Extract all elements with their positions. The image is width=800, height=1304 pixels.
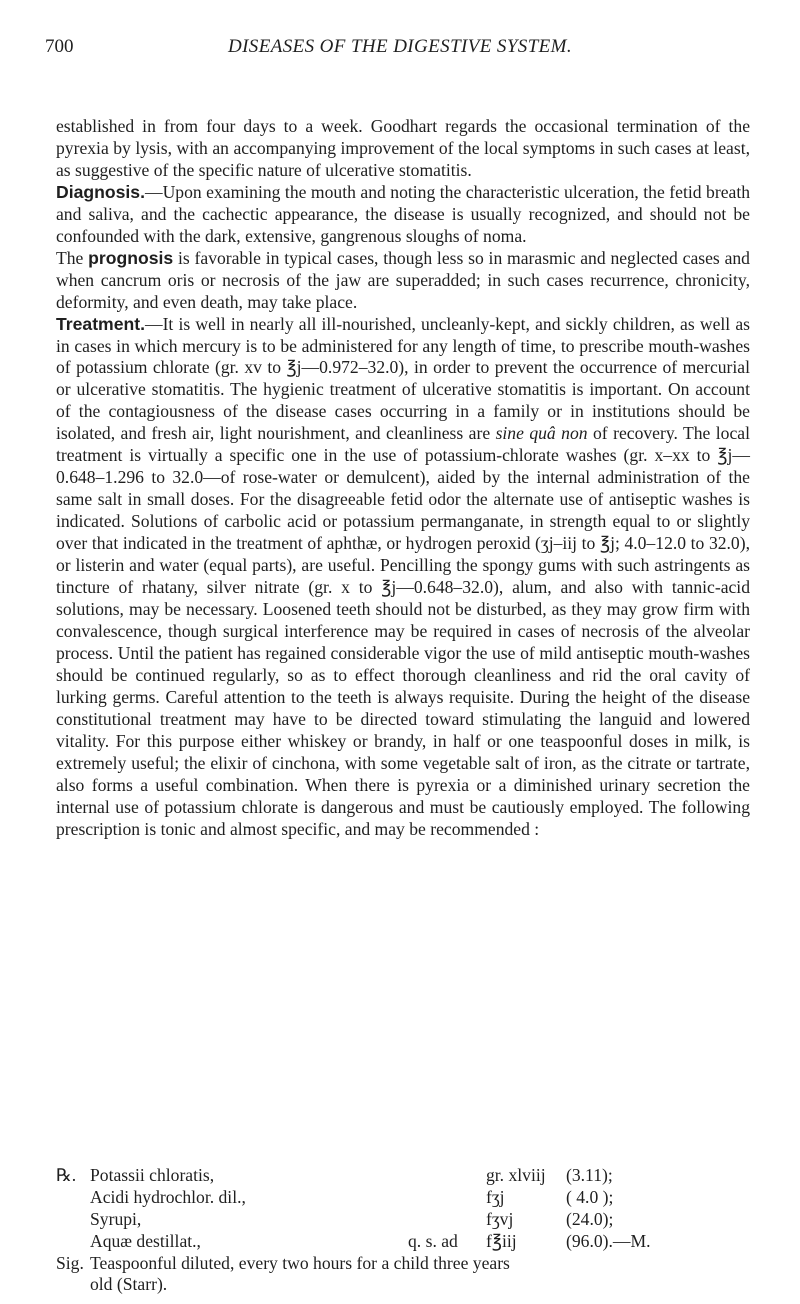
ingredient-metric: (96.0).—M. — [566, 1230, 651, 1251]
ingredient-name: Syrupi, — [90, 1208, 142, 1229]
body-text — [56, 116, 750, 840]
running-head: DISEASES OF THE DIGESTIVE SYSTEM. — [227, 36, 573, 57]
prescription-signa — [56, 1253, 756, 1275]
paragraph-prognosis — [56, 248, 750, 314]
paragraph-diagnosis — [56, 182, 750, 248]
paragraph-lead: The — [56, 247, 89, 268]
prescription-line — [56, 1187, 756, 1209]
prescription — [56, 1165, 756, 1296]
paragraph-text: —It is well in nearly all ill-nourished, uncleanly-kept, and sickly children, as well as in cases in which mercury is to be administered for any length of time, to prescribe mouth-washes of potassium chlorate (gr. xv to ℥j—0.972–32.0), in order to prevent the occurrence of mercurial or ulcerative stomatitis. The hygienic treatment of ulcerative stomatitis is important. On account of the contagiousness of the disease cases occurring in a family or in institutions should be isolated, and fresh air, light nourishment, and cleanliness are — [56, 313, 750, 444]
section-heading-diagnosis: Diagnosis. — [56, 181, 145, 202]
ingredient-metric: ( 4.0 ); — [566, 1186, 614, 1207]
signa-text-cont: old (Starr). — [90, 1274, 168, 1295]
section-heading-prognosis: prognosis — [88, 247, 174, 268]
page-number: 700 — [45, 36, 74, 57]
page-header — [45, 36, 755, 60]
signa-text: Teaspoonful diluted, every two hours for a child three years — [90, 1252, 510, 1273]
recipe-symbol: ℞. — [56, 1165, 77, 1185]
quantum-sufficit: q. s. ad — [408, 1230, 458, 1251]
ingredient-name: Potassii chloratis, — [90, 1165, 215, 1185]
ingredient-amount: fʒvj — [486, 1208, 514, 1229]
paragraph-intro — [56, 116, 750, 182]
ingredient-metric: (24.0); — [566, 1208, 614, 1229]
ingredient-amount: fʒj — [486, 1186, 505, 1207]
latin-phrase: sine quâ non — [495, 423, 588, 444]
prescription-signa-cont — [56, 1274, 756, 1296]
section-heading-treatment: Treatment. — [56, 313, 145, 334]
ingredient-amount: gr. xlviij — [486, 1165, 546, 1185]
ingredient-name: Aquæ destillat., — [90, 1230, 201, 1251]
paragraph-treatment — [56, 314, 750, 841]
prescription-line — [56, 1231, 756, 1253]
paragraph-text-cont: of recovery. The local treatment is virtually a specific one in the use of potassium-chlorate washes (gr. x–xx to ℥j—0.648–1.296 to 32.0—of rose-water or demulcent), aided by the internal administration of the same salt in small doses. For the disagreeable fetid odor the alternate use of antiseptic washes is indicated. Solutions of carbolic acid or potassium permanganate, in strength equal to or slightly over that indicated in the treatment of aphthæ, or hydrogen peroxid (ʒj–iij to ℥j; 4.0–12.0 to 32.0), or listerin and water (equal parts), are useful. Pencilling the spongy gums with such astringents as tincture of rhatany, silver nitrate (gr. x to ℥j—0.648–32.0), alum, and also with tannic-acid solutions, may be necessary. Loosened teeth should not be disturbed, as they may grow firm with convalescence, though surgical interference may be required in cases of necrosis of the alveolar process. Until the patient has regained considerable vigor the use of mild antiseptic mouth-washes should be continued regularly, so as to effect thorough cleanliness and rid the oral cavity of lurking germs. Careful attention to the teeth is always requisite. During the height of the disease constitutional treatment may have to be directed toward stimulating the languid and lowered vitality. For this purpose either whiskey or brandy, in half or one teaspoonful doses in milk, is extremely useful; the elixir of cinchona, with some vegetable salt of iron, as the citrate or tartrate, also forms a useful combination. When there is pyrexia or a diminished urinary secretion the internal use of potassium chlorate is dangerous and must be cautiously employed. The following prescription is tonic and almost specific, and may be recommended : — [56, 423, 750, 839]
paragraph-text: is favorable in typical cases, though less so in marasmic and neglected cases and when cancrum oris or necrosis of the jaw are superadded; in such cases recurrence, chronicity, deformity, and even death, may take place. — [56, 247, 750, 312]
paragraph-text: established in from four days to a week. Goodhart regards the occasional termination of the pyrexia by lysis, with an accompanying improvement of the local symptoms in such cases at least, as suggestive of the specific nature of ulcerative stomatitis. — [56, 116, 750, 180]
prescription-line — [56, 1209, 756, 1231]
ingredient-name: Acidi hydrochlor. dil., — [90, 1186, 246, 1207]
prescription-line — [56, 1165, 756, 1187]
paragraph-text: —Upon examining the mouth and noting the characteristic ulceration, the fetid breath and saliva, and the cachectic appearance, the disease is usually recognized, and should not be confounded with the dark, extensive, gangrenous sloughs of noma. — [56, 181, 750, 246]
signa-label: Sig. — [56, 1252, 84, 1273]
ingredient-metric: (3.11); — [566, 1165, 613, 1185]
ingredient-amount: f℥iij — [486, 1230, 517, 1251]
